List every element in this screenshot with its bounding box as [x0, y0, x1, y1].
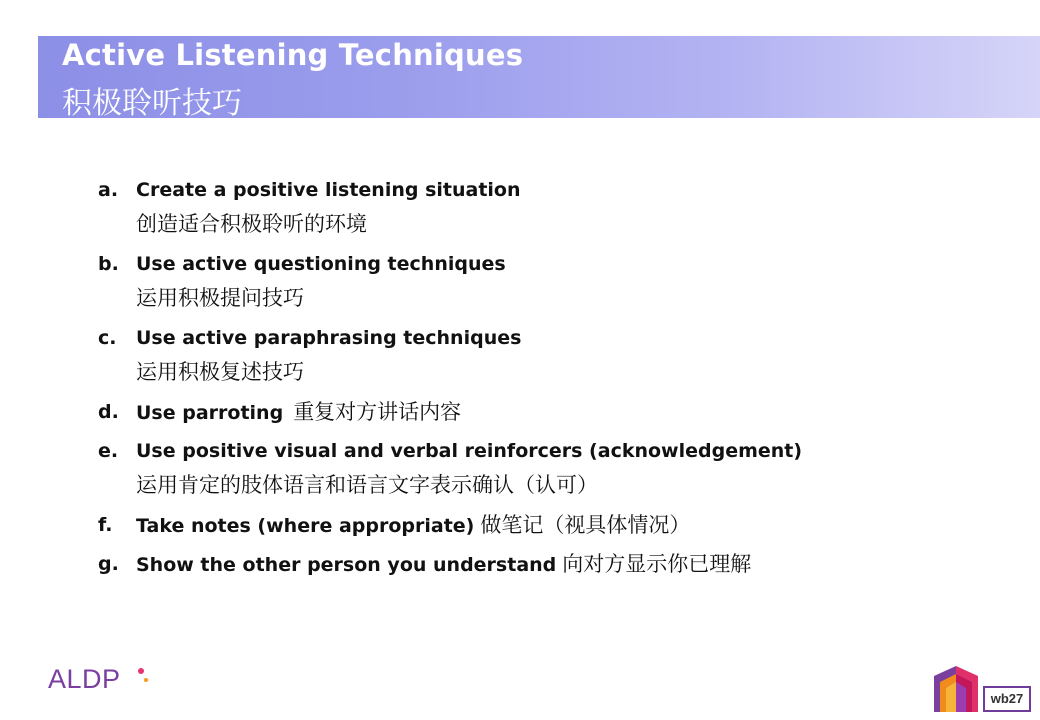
- list-item-d: [98, 396, 998, 429]
- list-item-a: [98, 174, 998, 242]
- list-item-b: [98, 248, 998, 316]
- slide-title-chinese: 积极聆听技巧: [62, 86, 242, 121]
- item-english-text: Use active questioning techniques: [136, 253, 506, 275]
- logo-dot-pink: [138, 668, 144, 674]
- slide-title-english: Active Listening Techniques: [62, 38, 524, 72]
- item-chinese-text: 运用积极提问技巧: [136, 286, 304, 310]
- list-item-f: [98, 509, 998, 542]
- item-english-text: Use active paraphrasing techniques: [136, 327, 522, 349]
- item-letter: g.: [98, 553, 119, 575]
- item-chinese-inline: 重复对方讲话内容: [293, 400, 462, 424]
- item-chinese-text: 运用积极复述技巧: [136, 360, 304, 384]
- item-letter: d.: [98, 401, 119, 423]
- technique-list: [98, 174, 998, 587]
- list-item-c: [98, 322, 998, 390]
- item-chinese-text: 运用肯定的肢体语言和语言文字表示确认（认可）: [136, 473, 598, 497]
- aldp-logo-text: ALDP: [48, 664, 121, 694]
- item-letter: a.: [98, 179, 119, 201]
- item-letter: e.: [98, 440, 119, 462]
- item-english-text: Use positive visual and verbal reinforcers (acknowledgement): [136, 440, 803, 462]
- item-chinese-inline: 向对方显示你已理解: [562, 552, 752, 576]
- aldp-logo: [48, 664, 158, 704]
- list-item-g: [98, 548, 998, 581]
- item-english-text: Take notes (where appropriate): [136, 515, 475, 537]
- book-logo-icon: [930, 662, 986, 716]
- item-chinese-inline: 做笔记（视具体情况）: [480, 513, 691, 537]
- item-letter: c.: [98, 327, 117, 349]
- item-letter: f.: [98, 514, 113, 536]
- logo-dot-orange: [144, 678, 148, 682]
- item-english-text: Create a positive listening situation: [136, 179, 521, 201]
- aldp-logo-tagline: [48, 694, 158, 700]
- item-english-text: Use parroting: [136, 402, 284, 424]
- item-chinese-text: 创造适合积极聆听的环境: [136, 212, 367, 236]
- item-letter: b.: [98, 253, 119, 275]
- page-number-badge: wb27: [983, 686, 1031, 712]
- list-item-e: [98, 435, 998, 503]
- item-english-text: Show the other person you understand: [136, 554, 557, 576]
